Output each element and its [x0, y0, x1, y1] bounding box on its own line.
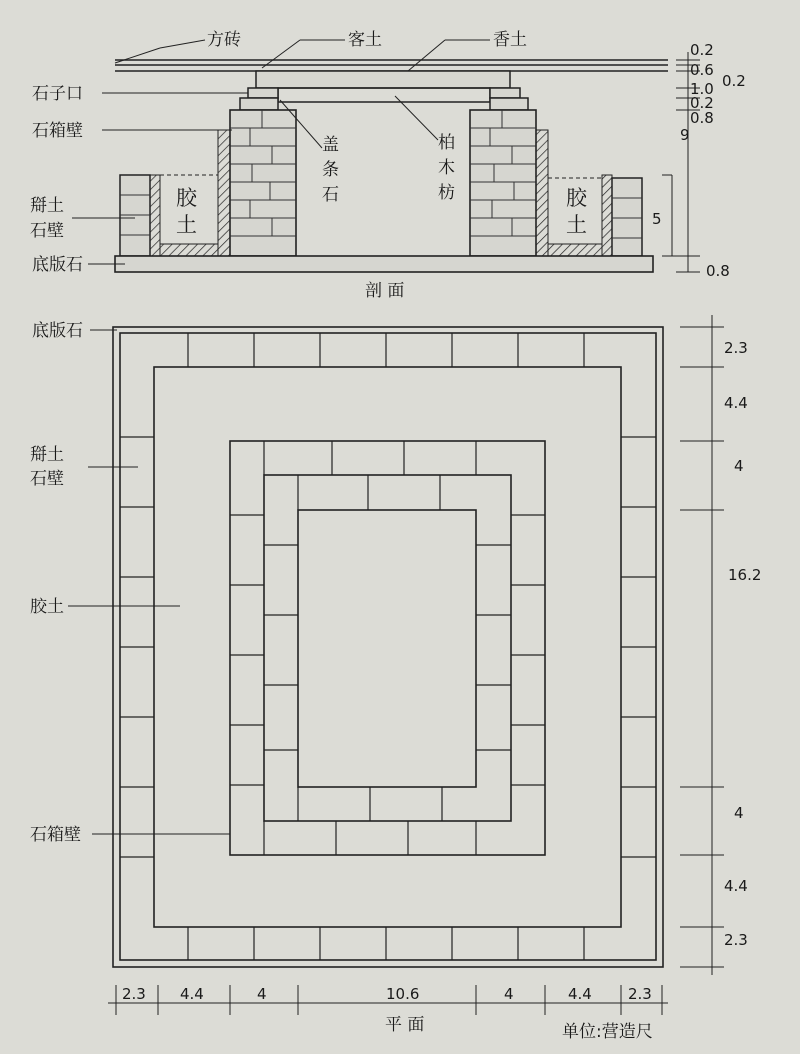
label-gaitiaoshi-3: 石	[322, 185, 339, 205]
bingtu-shibi-left	[120, 175, 150, 256]
plan-bingtu-inner	[154, 367, 621, 927]
plan-label-dibanshi: 底版石	[32, 321, 83, 341]
label-shizikou: 石子口	[32, 84, 83, 104]
gaitiaoshi-stone	[256, 71, 510, 88]
plan-bingtu-courses	[120, 333, 656, 960]
clay-hatch-right-wall	[536, 130, 548, 256]
label-shixiangbi: 石箱壁	[32, 121, 83, 141]
dim-plan-right-6: 2.3	[724, 931, 748, 949]
dim-section-1: 0.6	[690, 61, 714, 79]
label-xiangtu: 香土	[493, 30, 527, 50]
plan-title: 平 面	[385, 1015, 425, 1035]
leader-fangzhuan	[160, 40, 205, 48]
label-baimufang-2: 木	[438, 158, 455, 178]
clay-hatch-left-floor	[160, 244, 218, 256]
dim-plan-bottom-3: 10.6	[386, 985, 420, 1003]
dim-plan-right-2: 4	[734, 457, 744, 475]
shizikou-right-upper	[490, 88, 520, 98]
shizikou-right-lower	[490, 98, 528, 110]
plan-label-bingtu-2: 石壁	[30, 469, 64, 489]
label-dibanshi: 底版石	[32, 255, 83, 275]
plan-shixiangbi-courses	[230, 441, 545, 855]
clay-hatch-left-outer	[150, 175, 160, 256]
label-jiaotu-right-2: 土	[566, 213, 587, 237]
bingtu-shibi-right	[612, 178, 642, 256]
label-bingtu-1: 搿土	[30, 196, 64, 216]
dim-section-5: 0.8	[690, 109, 714, 127]
clay-hatch-left-wall	[218, 130, 230, 256]
label-ketu: 客土	[348, 30, 382, 50]
label-fangzhuan: 方砖	[207, 30, 241, 50]
plan-right-dimension-chain	[680, 315, 724, 975]
clay-hatch-right-floor	[548, 244, 602, 256]
dim-section-6: 9	[680, 126, 690, 144]
dim-plan-bottom-0: 2.3	[122, 985, 146, 1003]
label-baimufang-3: 枋	[438, 183, 455, 203]
shizikou-left-lower	[240, 98, 278, 110]
plan-shixiangbi-mid	[264, 475, 511, 821]
dim-plan-bottom-6: 2.3	[628, 985, 652, 1003]
plan-label-jiaotu: 胶土	[30, 597, 64, 617]
label-gaitiaoshi-1: 盖	[322, 135, 339, 155]
section-view	[30, 30, 746, 301]
dim-section-8: 0.8	[706, 262, 730, 280]
dim-plan-bottom-2: 4	[257, 985, 267, 1003]
section-title: 剖 面	[365, 281, 405, 301]
dim-section-3: 1.0	[690, 80, 714, 98]
dim-plan-right-0: 2.3	[724, 339, 748, 357]
dim-plan-right-4: 4	[734, 804, 744, 822]
plan-dibanshi-outline	[113, 327, 663, 967]
plan-label-shixiangbi: 石箱壁	[30, 825, 81, 845]
shixiangbi-right	[470, 110, 536, 256]
dim-plan-bottom-1: 4.4	[180, 985, 204, 1003]
dim-plan-bottom-4: 4	[504, 985, 514, 1003]
label-jiaotu-left-2: 土	[176, 213, 197, 237]
clay-hatch-right-outer	[602, 175, 612, 256]
dim-plan-right-5: 4.4	[724, 877, 748, 895]
plan-view	[30, 315, 761, 1042]
dim-plan-right-3: 16.2	[728, 566, 762, 584]
shizikou-left-upper	[248, 88, 278, 98]
dibanshi-slab	[115, 256, 653, 272]
dim-section-0: 0.2	[690, 41, 714, 59]
shixiangbi-left	[230, 110, 296, 256]
plan-shixiangbi-inner	[298, 510, 476, 787]
dim-section-7: 5	[652, 210, 662, 228]
plan-shixiangbi-outer	[230, 441, 545, 855]
label-jiaotu-left-1: 胶	[176, 186, 197, 210]
unit-note: 单位:营造尺	[562, 1022, 653, 1042]
plan-label-bingtu-1: 搿土	[30, 445, 64, 465]
label-gaitiaoshi-2: 条	[322, 160, 339, 180]
label-jiaotu-right-1: 胶	[566, 186, 587, 210]
dim-plan-bottom-5: 4.4	[568, 985, 592, 1003]
plan-bingtu-outer	[120, 333, 656, 960]
baimufang-beam	[278, 88, 490, 102]
label-baimufang-1: 柏	[438, 133, 455, 153]
label-bingtu-2: 石壁	[30, 221, 64, 241]
dim-section-2: 0.2	[722, 72, 746, 90]
dim-plan-right-1: 4.4	[724, 394, 748, 412]
dim-section-4: 0.2	[690, 94, 714, 112]
